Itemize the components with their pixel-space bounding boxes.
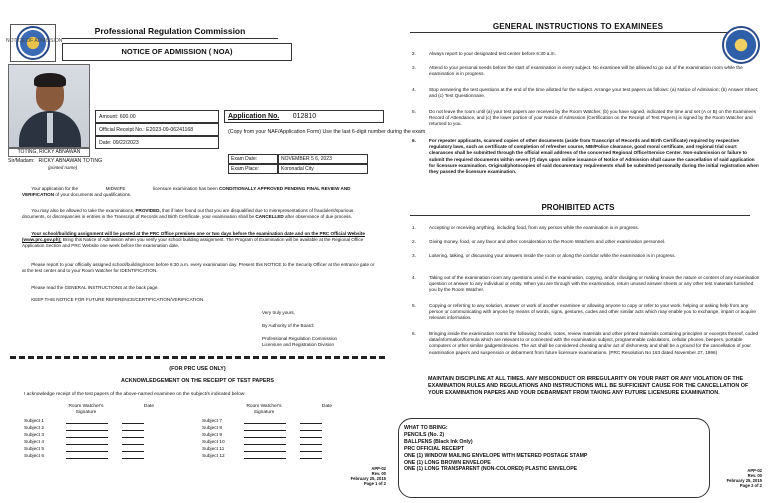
watcher-signature-line — [66, 437, 108, 438]
subject-label: Subject 5 — [24, 447, 45, 452]
printed-name-caption: (printed name) — [48, 165, 78, 170]
paragraph-proviso: You may also be allowed to take the examinations, PROVIDED, that if later found out that you are disqualified due to misrepresentations of fraudulent/spurious documents, or discrepancies in entries in the Transcript of Records and Birth Certificate, your examination shall be CANCELLED after observance of due process. — [22, 208, 354, 219]
receipt-field: Official Receipt No.: E2023-09-06241168 — [95, 123, 219, 136]
date-line — [300, 437, 322, 438]
paragraph-report: Please report to your officially assigned school/building/room before 6:30 a.m. every examination day. Present this NOTICE to the Security Officer at the entrance gate or at the test center and to your Room Watcher for IDENTIFICATION. — [22, 262, 375, 273]
subject-label: Subject 4 — [24, 440, 45, 445]
subject-row — [24, 453, 144, 460]
prohibited-item: 1. Accepting or receiving anything, including food, from any person while the examination is in progress. — [412, 225, 640, 230]
watcher-signature-line — [66, 458, 108, 459]
instruction-item: 4. Stop answering the test questions at the end of the time allotted for the subject. Arrange your test papers as follows: (a) Notice of Admission; (b) Answer Sheet; and (c) Test Questionnaire. — [412, 87, 759, 99]
bring-item: PRC OFFICIAL RECEIPT — [404, 445, 465, 452]
date-line — [300, 444, 322, 445]
bring-item: ONE (1) WINDOW MAILING ENVELOPE WITH METERED POSTAGE STAMP — [404, 452, 588, 459]
col-date-left: Date — [143, 404, 155, 409]
col-watcher-left: Room Watcher's Signature — [68, 404, 104, 415]
prohibited-item: 5. Copying or referring to any solution, answer or work of another examinee or allowing anyone to copy or refer to your work, helping or asking help from any person or communicating with anyone by means of words, signs, gestures, codes and other similar acts which may enable you to exchange, impart or acquire relevant information. — [412, 303, 756, 321]
exam-place-value: Koronadal City — [278, 164, 368, 174]
watcher-signature-line — [66, 423, 108, 424]
date-line — [122, 458, 144, 459]
paragraph-approval: Your application for the MIDWIFE licensure examination has been CONDITIONALLY APPROVED PENDING FINAL REVIEW AND VERIFICATION of your documents and qualifications. — [22, 186, 351, 197]
paragraph-read-instructions: Please read the GENERAL INSTRUCTIONS at the back page. — [31, 285, 159, 290]
watcher-signature-line — [66, 444, 108, 445]
bring-item: ONE (1) LONG TRANSPARENT (NON-COLORED) PLASTIC ENVELOPE — [404, 466, 578, 473]
date-line — [122, 451, 144, 452]
ack-title: ACKNOWLEDGEMENT ON THE RECEIPT OF TEST PAPERS — [121, 378, 274, 384]
subject-row — [202, 439, 322, 446]
subject-label: Subject 12 — [202, 454, 225, 459]
prohibited-item: 3. Loitering, talking, or discussing your answers inside the room or along the corridor while the examination is in progress. — [412, 253, 676, 258]
application-label: Application No. — [228, 113, 280, 120]
watcher-signature-line — [66, 451, 108, 452]
subject-label: Subject 7 — [202, 419, 223, 424]
watcher-signature-line — [66, 430, 108, 431]
application-number: 012810 — [292, 113, 317, 120]
date-field: Date: 09/22/2023 — [95, 136, 219, 149]
date-line — [300, 451, 322, 452]
subject-row — [24, 439, 144, 446]
examinee-name: RICKY ABNAWAN TOTING — [38, 158, 103, 164]
subject-row — [24, 432, 144, 439]
cut-line — [10, 356, 385, 359]
examinee-photo — [8, 64, 90, 148]
ack-text: I acknowledge receipt of the test papers of the above-named examinee on the subject/s indicated below: — [24, 392, 246, 397]
subject-row — [24, 418, 144, 425]
salutation: Sir/Madam: — [8, 158, 35, 164]
prohibited-item: 6. Bringing inside the examination rooms the following: books, notes, review materials and other printed materials containing principles or excerpts thereof, coded data/information/formula which are relevant to or connected with the examination subject, programmable calculators, cellular phones, beepers, portable computers or other similar gadgets/devices. The act shall be considered cheating and/or act of dishonesty and shall be a ground for the cancellation of your examination papers and suspension or debarment from future licensure examinations. (PRC Resolution No 163 dated November 27, 1996) — [412, 331, 759, 355]
what-to-bring-list — [404, 425, 704, 473]
subject-row — [202, 446, 322, 453]
bring-heading: WHAT TO BRING: — [404, 425, 448, 431]
subject-label: Subject 10 — [202, 440, 225, 445]
discipline-notice: MAINTAIN DISCIPLINE AT ALL TIMES. ANY MISCONDUCT OR IRREGULARITY ON YOUR PART OR ANY VIOLATION OF THE EXAMINATION RULES AND REGULATIONS AND INSTRUCTIONS WILL BE SUFFICIENT CAUSE FOR THE CANCELLATION OF YOUR EXAMINATION PAPERS AND YOUR DEBARMENT FROM TAKING ANY FUTURE LICENSURE EXAMINATION. — [428, 376, 749, 397]
ghost-header-text: NOTICE OF ADMISSION — [6, 38, 63, 44]
instruction-item: 2. Always report to your designated test center before 6:30 a.m. — [412, 51, 556, 56]
subject-label: Subject 9 — [202, 433, 223, 438]
watcher-signature-line — [244, 451, 286, 452]
instruction-item: 3. Attend to your personal needs before the start of examination in every subject. No examinee will be allowed to go out of the examination room while the examination is in progress. — [412, 65, 743, 77]
subject-label: Subject 8 — [202, 426, 223, 431]
date-line — [122, 444, 144, 445]
signature-block: Very truly yours, By Authority of the Board: Professional Regulation Commission Licensure and Registration Division — [262, 310, 338, 347]
title-divider — [410, 215, 750, 216]
watcher-signature-line — [244, 430, 286, 431]
title-divider — [62, 38, 278, 39]
amount-field: Amount: 600.00 — [95, 110, 219, 123]
form-footer-left: APP-02 Rev. 00 February 25, 2015 Page 1 of 2 — [350, 466, 386, 487]
prohibited-item: 2. Giving money, food, or any favor and other consideration to the Room Watchers and other examination personnel. — [412, 239, 666, 244]
prohibited-acts-title: PROHIBITED ACTS — [541, 203, 615, 212]
bring-item: BALLPENS (Black Ink Only) — [404, 438, 473, 445]
date-line — [300, 458, 322, 459]
date-line — [300, 423, 322, 424]
watcher-signature-line — [244, 423, 286, 424]
copy-note: (Copy from your NAF/Application Form) Use the last 6-digit number during the exam — [228, 129, 426, 135]
exam-date-label: Exam Date: — [228, 154, 278, 164]
salutation-line — [8, 158, 102, 165]
subject-row — [202, 425, 322, 432]
subjects-left — [24, 418, 144, 460]
watcher-signature-line — [244, 458, 286, 459]
subject-row — [24, 425, 144, 432]
subjects-right — [202, 418, 322, 460]
prc-logo — [722, 26, 760, 64]
prohibited-item: 4. Taking out of the examination room any questions used in the examination, copying, and/or divulging or making known the nature or content of any examination question or answer to any individual or entity. When you are through with the examination, return unused answer sheets or any other test materials furnished you by the Room Watcher. — [412, 275, 760, 293]
application-number-box — [224, 110, 384, 123]
subject-row — [202, 453, 322, 460]
general-instructions-title: GENERAL INSTRUCTIONS TO EXAMINEES — [492, 22, 664, 31]
exam-place-label: Exam Place: — [228, 164, 278, 174]
watcher-signature-line — [244, 444, 286, 445]
date-line — [300, 430, 322, 431]
date-line — [122, 430, 144, 431]
instruction-item: 5. Do not leave the room until (a) your test papers are received by the Room Watcher, (b) you have signed, indicated the time and set (A or B) on the Examinees Record of Attendance, and (c) the lower portion of your Notice of Admission (Certification on the Receipt of Test Papers) is signed by the Room Watcher and returned to you. — [412, 109, 757, 127]
org-title: Professional Regulation Commission — [94, 26, 246, 36]
watcher-signature-line — [244, 437, 286, 438]
subject-row — [202, 418, 322, 425]
date-line — [122, 437, 144, 438]
date-line — [122, 423, 144, 424]
form-footer-right: APP-02 Rev. 00 February 25, 2015 Page 2 of 2 — [726, 468, 762, 489]
exam-date-value: NOVEMBER 5 6, 2023 — [278, 154, 368, 164]
col-watcher-right: Room Watcher's Signature — [246, 404, 282, 415]
bring-item: PENCILS (No. 2) — [404, 431, 445, 438]
photo-caption: TOTING, RICKY ABNAWAN — [8, 148, 90, 157]
paragraph-keep-notice: KEEP THIS NOTICE FOR FUTURE REFERENCE/CERTIFICATION/VERIFICATION. — [31, 297, 205, 302]
instruction-item: 6. For repeater applicants, scanned copies of other documents (aside from Transcript of Records and Birth Certificate) required by respective regulatory laws, such as certificate of completion of refresher course, NBI/Police clearance, good moral certificate, and regional trial court clearances shall be submitted through the official email address of the concerned Regional Office/Service Center. Non-submission or failure to submit the required documents within seven (7) days upon online issuance of Notice of Admission shall cause the cancellation of said application for licensure examination. Original/photocopies of said documentary requirements shall be submitted personally during the initial registration when they passed the licensure examination. — [412, 138, 759, 175]
paragraph-assignment: Your school/building assignment will be posted at the PRC Office premises one or two days before the examination date and on the PRC Official Website (www.prc.gov.ph); Bring this Notice of Admission when you verify your school building assignment. The Program of Examination will be available at the Regional Office Application Section and PRC Website one week before the examination date. — [22, 231, 365, 248]
bring-item: ONE (1) LONG BROWN ENVELOPE — [404, 459, 491, 466]
subject-label: Subject 6 — [24, 454, 45, 459]
subject-row — [202, 432, 322, 439]
prc-use-only: (FOR PRC USE ONLY) — [169, 366, 226, 372]
subject-label: Subject 1 — [24, 419, 45, 424]
subject-row — [24, 446, 144, 453]
col-date-right: Date — [321, 404, 333, 409]
doc-title: NOTICE OF ADMISSION ( NOA) — [62, 43, 292, 61]
subject-label: Subject 3 — [24, 433, 45, 438]
subject-label: Subject 11 — [202, 447, 225, 452]
title-divider — [410, 32, 750, 33]
subject-label: Subject 2 — [24, 426, 45, 431]
